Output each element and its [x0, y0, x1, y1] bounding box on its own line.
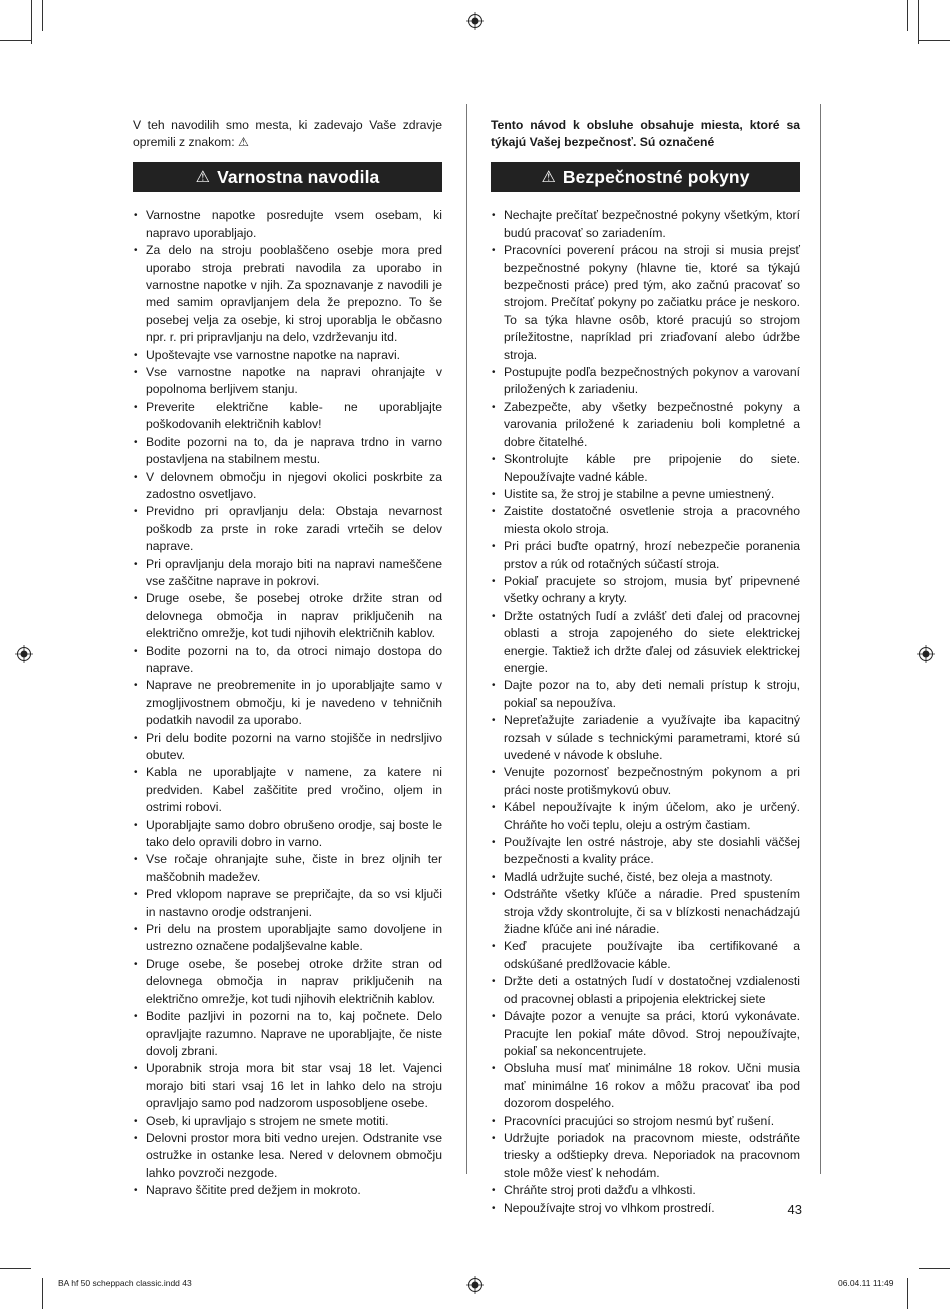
- list-item: • Uporabljajte samo dobro obrušeno orodje, saj boste le tako delo opravili dobro in varno.: [133, 817, 442, 852]
- list-item: • Postupujte podľa bezpečnostných pokynov a varovaní priložených k zariadeniu.: [491, 364, 800, 399]
- list-item: • Obsluha musí mať minimálne 18 rokov. Učni musia mať minimálne 16 rokov a môžu pracovať iba pod dozorom dospelého.: [491, 1060, 800, 1112]
- crop-mark: [42, 0, 43, 31]
- list-item: • Pred vklopom naprave se prepričajte, da so vsi ključi in nastavno orodje odstranjeni.: [133, 886, 442, 921]
- list-item: • Naprave ne preobremenite in jo uporabljajte samo v zmogljivostnem območju, ki je navedeno v tehničnih podatkih navodil za uporabo.: [133, 677, 442, 729]
- crop-mark: [31, 0, 32, 44]
- list-item: • Nechajte prečítať bezpečnostné pokyny všetkým, ktorí budú pracovať so zariadením.: [491, 207, 800, 242]
- registration-crosshair-icon: [917, 645, 935, 663]
- registration-crosshair-icon: [466, 1276, 484, 1294]
- warning-triangle-icon: ⚠: [541, 169, 556, 187]
- list-item: • Držte deti a ostatných ľudí v dostatočnej vzdialenosti od pracovnej oblasti a pripojenia elektrickej siete: [491, 973, 800, 1008]
- crop-mark: [0, 40, 31, 41]
- safety-list: [491, 207, 800, 1217]
- crop-mark: [919, 40, 950, 41]
- list-item: • Uporabnik stroja mora bit star vsaj 18 let. Vajenci morajo biti stari vsaj 16 let in lahko delo na stroju opravljajo samo pod nadzorom usposobljene osebe.: [133, 1060, 442, 1112]
- registration-crosshair-icon: [466, 12, 484, 30]
- crop-mark: [918, 0, 919, 44]
- list-item: • Chráňte stroj proti dažďu a vlhkosti.: [491, 1182, 800, 1199]
- list-item: • Kabla ne uporabljajte v namene, za katere ni predviden. Kabel zaščitite pred vročino, oljem in ostrimi robovi.: [133, 764, 442, 816]
- list-item: • Za delo na stroju pooblaščeno osebje mora pred uporabo stroja prebrati navodila za uporabo in varnostne napotke v njih. Za spoznavanje z navodili je med samim opravljanjem dela že prepozno. To še posebej velja za osebje, ki stroj uporablja le občasno npr. r. pri pripravljanju na delo, vzdrževanju itd.: [133, 242, 442, 346]
- intro-text: V teh navodilih smo mesta, ki zadevajo Vaše zdravje opremili z znakom: ⚠: [133, 118, 442, 150]
- column-slovak: [491, 117, 800, 1217]
- list-item: • Dajte pozor na to, aby deti nemali prístup k stroju, pokiaľ sa nepoužíva.: [491, 677, 800, 712]
- list-item: • Bodite pozorni na to, da otroci nimajo dostopa do naprave.: [133, 643, 442, 678]
- crop-mark: [907, 1278, 908, 1309]
- list-item: • Pracovníci poverení prácou na stroji si musia prejsť bezpečnostné pokyny (hlavne tie, ktoré sa týkajú bezpečnosti práce) pred tým, ako začnú pracovať so strojom. Prečítať pokyny po začiatku práce je neskoro. To sa týka hlavne osôb, ktoré pracujú so strojom príležitostne, napríklad pri zriaďovaní alebo údržbe stroja.: [491, 242, 800, 364]
- column-rule-right: [820, 104, 821, 1174]
- list-item: • Pri delu bodite pozorni na varno stojišče in nedrsljivo obutev.: [133, 730, 442, 765]
- list-item: • Držte ostatných ľudí a zvlášť deti ďalej od pracovnej oblasti a stroja zapojeného do siete elektrickej energie. Taktiež ich držte ďalej od zásuviek elektrickej energie.: [491, 608, 800, 678]
- list-item: • Nepreťažujte zariadenie a využívajte iba kapacitný rozsah v súlade s technickými parametrami, ktoré sú uvedené v návode k obsluhe.: [491, 712, 800, 764]
- list-item: • Udržujte poriadok na pracovnom mieste, odstráňte triesky a odštiepky dreva. Neporiadok na pracovnom stole môže viesť k nehodám.: [491, 1130, 800, 1182]
- section-heading-label: Bezpečnostné pokyny: [562, 166, 750, 187]
- list-item: • Nepoužívajte stroj vo vlhkom prostredí.: [491, 1200, 800, 1217]
- safety-list: [133, 207, 442, 1199]
- list-item: • Varnostne napotke posredujte vsem osebam, ki napravo uporabljajo.: [133, 207, 442, 242]
- section-heading-label: Varnostna navodila: [217, 166, 380, 187]
- list-item: • Odstráňte všetky kľúče a náradie. Pred spustením stroja vždy skontrolujte, či sa v blízkosti nenachádzajú žiadne kľúče ani iné náradie.: [491, 886, 800, 938]
- list-item: • Vse varnostne napotke na napravi ohranjajte v popolnoma berljivem stanju.: [133, 364, 442, 399]
- list-item: • Druge osebe, še posebej otroke držite stran od delovnega območja in naprav priključenih na električno omrežje, kot tudi njihovih električnih kablov.: [133, 956, 442, 1008]
- footer-filename: BA hf 50 scheppach classic.indd 43: [58, 1278, 192, 1288]
- intro-text: Tento návod k obsluhe obsahuje miesta, ktoré sa týkajú Vašej bezpečnosť. Sú označené: [491, 118, 800, 150]
- warning-triangle-icon: ⚠: [195, 169, 211, 187]
- list-item: • Oseb, ki upravljajo s strojem ne smete motiti.: [133, 1113, 442, 1130]
- list-item: • Bodite pozorni na to, da je naprava trdno in varno postavljena na stabilnem mestu.: [133, 434, 442, 469]
- column-slovenian: [133, 117, 442, 1200]
- list-item: • Vse ročaje ohranjajte suhe, čiste in brez oljnih ter maščobnih madežev.: [133, 851, 442, 886]
- list-item: • Zaistite dostatočné osvetlenie stroja a pracovného miesta okolo stroja.: [491, 503, 800, 538]
- crop-mark: [907, 0, 908, 31]
- list-item: • Pri delu na prostem uporabljajte samo dovoljene in ustrezno označene podaljševalne kable.: [133, 921, 442, 956]
- list-item: • Pokiaľ pracujete so strojom, musia byť pripevnené všetky ochrany a kryty.: [491, 573, 800, 608]
- registration-crosshair-icon: [15, 645, 33, 663]
- list-item: • Druge osebe, še posebej otroke držite stran od delovnega območja in naprav priključenih na električno omrežje, kot tudi njihovih električnih kablov.: [133, 590, 442, 642]
- list-item: • Zabezpečte, aby všetky bezpečnostné pokyny a varovania priložené k zariadeniu boli kompletné a dobre čitatelhé.: [491, 399, 800, 451]
- page-number: 43: [787, 1202, 802, 1217]
- list-item: • Keď pracujete používajte iba certifikované a odskúšané predlžovacie káble.: [491, 938, 800, 973]
- section-heading: [491, 162, 800, 192]
- list-item: • Kábel nepoužívajte k iným účelom, ako je určený. Chráňte ho voči teplu, oleju a ostrým častiam.: [491, 799, 800, 834]
- footer-date: 06.04.11 11:49: [838, 1278, 894, 1288]
- crop-mark: [0, 1268, 31, 1269]
- section-heading: [133, 162, 442, 192]
- list-item: • V delovnem območju in njegovi okolici poskrbite za zadostno osvetljavo.: [133, 469, 442, 504]
- list-item: • Pracovníci pracujúci so strojom nesmú byť rušení.: [491, 1113, 800, 1130]
- list-item: • Používajte len ostré nástroje, aby ste dosiahli väčšej bezpečnosti a kvality práce.: [491, 834, 800, 869]
- list-item: • Uistite sa, že stroj je stabilne a pevne umiestnený.: [491, 486, 800, 503]
- column-rule-left: [466, 104, 467, 1174]
- list-item: • Bodite pazljivi in pozorni na to, kaj počnete. Delo opravljajte razumno. Naprave ne uporabljajte, če niste dovolj zbrani.: [133, 1008, 442, 1060]
- list-item: • Dávajte pozor a venujte sa práci, ktorú vykonávate. Pracujte len pokiaľ máte dôvod. Stroj nepoužívajte, pokiaľ sa nekoncentrujete.: [491, 1008, 800, 1060]
- list-item: • Previdno pri opravljanju dela: Obstaja nevarnost poškodb za prste in roke zaradi vrtečih se delov naprave.: [133, 503, 442, 555]
- list-item: • Madlá udržujte suché, čisté, bez oleja a mastnoty.: [491, 869, 800, 886]
- list-item: • Pri opravljanju dela morajo biti na napravi nameščene vse zaščitne naprave in pokrovi.: [133, 556, 442, 591]
- list-item: • Skontrolujte káble pre pripojenie do siete. Nepoužívajte vadné káble.: [491, 451, 800, 486]
- list-item: • Napravo ščitite pred dežjem in mokroto.: [133, 1182, 442, 1199]
- crop-mark: [42, 1278, 43, 1309]
- list-item: • Upoštevajte vse varnostne napotke na napravi.: [133, 347, 442, 364]
- crop-mark: [919, 1268, 950, 1269]
- list-item: • Pri práci buďte opatrný, hrozí nebezpečie poranenia prstov a rúk od rotačných súčastí stroja.: [491, 538, 800, 573]
- list-item: • Venujte pozornosť bezpečnostným pokynom a pri práci noste protišmykovú obuv.: [491, 764, 800, 799]
- list-item: • Preverite električne kable- ne uporabljajte poškodovanih električnih kablov!: [133, 399, 442, 434]
- list-item: • Delovni prostor mora biti vedno urejen. Odstranite vse ostružke in ostanke lesa. Nered v delovnem območju lahko povzroči nezgode.: [133, 1130, 442, 1182]
